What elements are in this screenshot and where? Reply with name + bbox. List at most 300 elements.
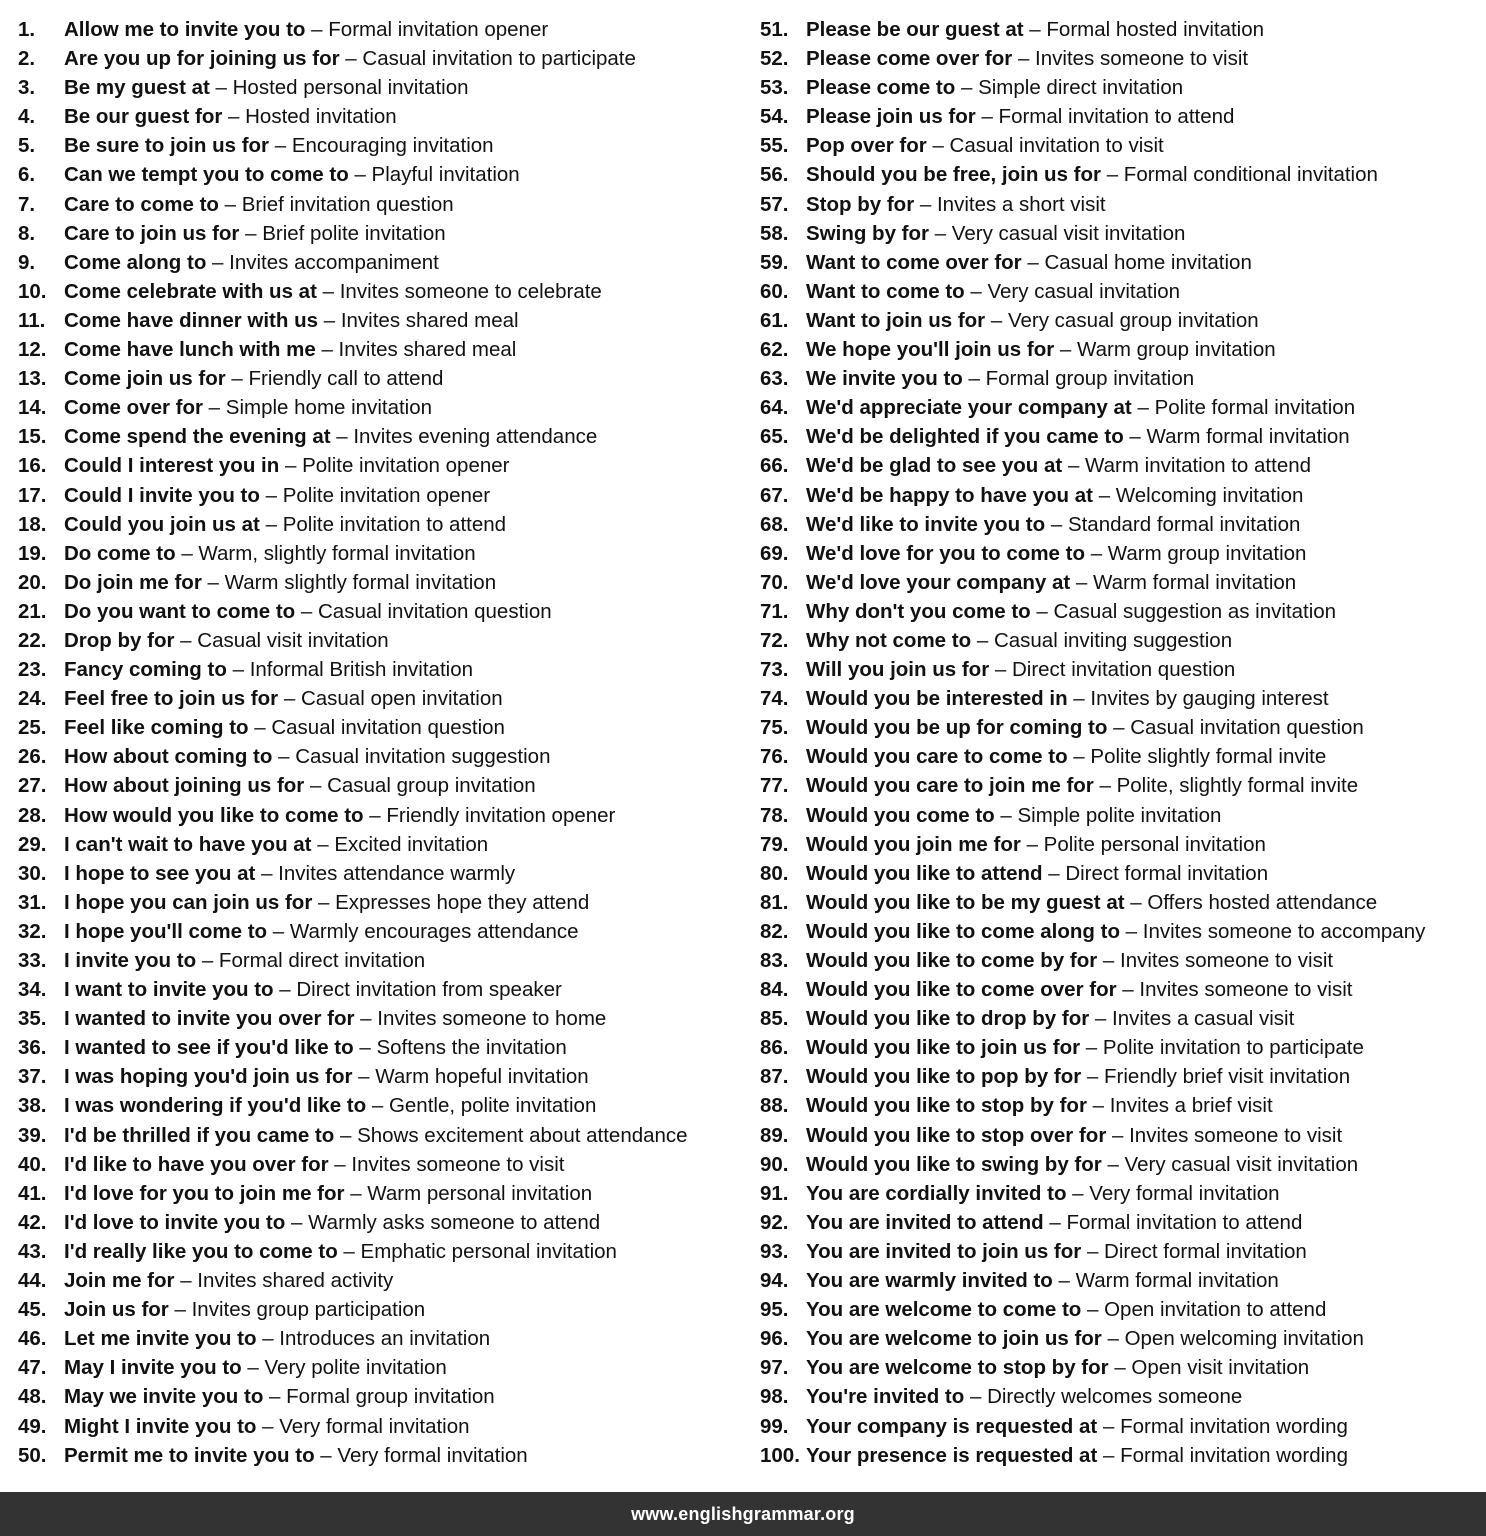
item-description: Warm invitation to attend [1085,454,1312,478]
item-phrase: Come have lunch with me [64,338,316,362]
item-phrase: Do join me for [64,570,202,594]
item-number: 16. [18,454,47,478]
list-item [760,684,1480,713]
item-text [806,568,1296,597]
item-text [806,1412,1348,1441]
item-separator: – [330,425,354,449]
item-number: 67. [760,483,789,507]
item-text [806,830,1266,859]
item-number: 73. [760,658,789,682]
item-text [806,364,1194,393]
item-text [64,771,536,800]
item-number: 100. [760,1443,800,1467]
list-item [18,1266,748,1295]
item-phrase: Be sure to join us for [64,134,270,158]
item-number: 80. [760,861,789,885]
item-text [806,451,1311,480]
item-phrase: We'd be happy to have you at [806,483,1093,507]
item-description: Polite invitation to attend [282,512,507,536]
item-separator: – [1070,570,1094,594]
item-description: Warm formal invitation [1075,1269,1279,1293]
item-text [64,1237,617,1266]
item-phrase: Permit me to invite you to [64,1443,315,1467]
item-number: 85. [760,1007,789,1031]
item-phrase: I hope to see you at [64,861,256,885]
list-item [18,1062,748,1091]
item-description: Brief invitation question [241,192,454,216]
item-description: Casual invitation question [1130,716,1364,740]
item-number: 66. [760,454,789,478]
item-number: 51. [760,18,789,41]
item-description: Informal British invitation [249,658,473,682]
list-item [760,1382,1480,1411]
item-phrase: How would you like to come to [64,803,364,827]
item-number: 10. [18,279,47,303]
item-phrase: Do come to [64,541,176,565]
item-description: Invites someone to visit [1139,978,1353,1002]
item-phrase: How about coming to [64,745,273,769]
list-item [18,975,748,1004]
item-phrase: Would you like to pop by for [806,1065,1082,1089]
list-item [760,917,1480,946]
item-text [806,1062,1350,1091]
item-separator: – [239,221,263,245]
item-number: 87. [760,1065,789,1089]
item-number: 74. [760,687,789,711]
item-description: Warmly asks someone to attend [308,1210,601,1234]
item-number: 52. [760,47,789,71]
item-description: Invites someone to visit [351,1152,565,1176]
list-item [760,539,1480,568]
list-item [760,481,1480,510]
item-separator: – [1101,1152,1125,1176]
item-separator: – [1124,890,1148,914]
list-item [18,1353,748,1382]
item-text [806,801,1221,830]
item-phrase: Would you be up for coming to [806,716,1108,740]
item-text [64,393,432,422]
item-separator: – [964,279,988,303]
item-text [64,1266,393,1295]
item-text [64,1062,589,1091]
item-separator: – [278,687,301,711]
list-item [760,771,1480,800]
item-number: 11. [18,308,46,332]
list-item [760,713,1480,742]
list-item [18,481,748,510]
item-description: Very formal invitation [337,1443,528,1467]
list-item [760,1004,1480,1033]
item-text [806,1237,1307,1266]
item-number: 64. [760,396,789,420]
item-text [806,1382,1242,1411]
item-description: Invites a short visit [936,192,1106,216]
list-item [18,1208,748,1237]
item-number: 4. [18,105,36,129]
item-phrase: You are cordially invited to [806,1181,1067,1205]
item-description: Casual inviting suggestion [993,628,1233,652]
item-phrase: I was hoping you'd join us for [64,1065,353,1089]
item-text [64,510,506,539]
item-separator: – [241,1356,265,1380]
item-number: 86. [760,1036,789,1060]
item-number: 45. [18,1298,47,1322]
item-phrase: Would you like to join us for [806,1036,1081,1060]
item-description: Formal invitation wording [1120,1443,1348,1467]
list-item [18,190,748,219]
list-item [18,15,748,44]
item-number: 71. [760,599,789,623]
list-item [760,15,1480,44]
list-item [760,451,1480,480]
item-phrase: Come along to [64,250,207,274]
item-description: Polite invitation opener [282,483,491,507]
item-text [64,713,505,742]
item-text [64,131,494,160]
item-text [806,160,1378,189]
item-text [806,975,1352,1004]
item-separator: – [259,483,283,507]
item-number: 78. [760,803,789,827]
item-description: Excited invitation [334,832,489,856]
item-phrase: We'd be delighted if you came to [806,425,1124,449]
item-phrase: You are welcome to stop by for [806,1356,1109,1380]
item-text [806,1033,1364,1062]
item-separator: – [1081,1065,1105,1089]
item-separator: – [175,541,199,565]
item-phrase: I'd be thrilled if you came to [64,1123,335,1147]
item-text [64,1091,596,1120]
item-text [64,1412,470,1441]
item-description: Invites someone to home [377,1007,607,1031]
list-item [18,655,748,684]
item-description: Direct formal invitation [1104,1239,1307,1263]
item-description: Open welcoming invitation [1124,1327,1364,1351]
item-separator: – [311,832,335,856]
list-item [18,335,748,364]
item-description: Casual invitation to visit [949,134,1164,158]
item-number: 42. [18,1210,47,1234]
item-description: Casual home invitation [1044,250,1252,274]
list-item [18,568,748,597]
list-item [760,248,1480,277]
list-item [760,975,1480,1004]
item-text [64,742,550,771]
item-phrase: Might I invite you to [64,1414,257,1438]
list-item [18,248,748,277]
item-separator: – [926,134,950,158]
item-separator: – [1081,1239,1105,1263]
item-text [64,626,389,655]
list-item [18,306,748,335]
item-description: Invites someone to visit [1120,949,1334,972]
item-number: 59. [760,250,789,274]
item-phrase: Your presence is requested at [806,1443,1098,1467]
list-item [760,946,1480,975]
item-description: Friendly call to attend [248,367,444,391]
item-description: Simple home invitation [225,396,433,420]
item-number: 76. [760,745,789,769]
list-item [760,1266,1480,1295]
item-separator: – [1101,1327,1125,1351]
list-item [760,190,1480,219]
item-text [64,801,615,830]
footer-bar [0,1492,1486,1536]
item-separator: – [206,250,230,274]
item-text [806,1266,1279,1295]
item-phrase: Would you be interested in [806,687,1068,711]
list-item [18,1324,748,1353]
item-description: Brief polite invitation [262,221,446,245]
item-description: Invites shared meal [340,308,519,332]
item-number: 25. [18,716,47,740]
list-item [18,277,748,306]
item-separator: – [1119,919,1143,943]
item-separator: – [202,396,226,420]
item-number: 43. [18,1239,47,1263]
item-text [64,1033,567,1062]
list-item [760,1295,1480,1324]
item-separator: – [318,308,341,332]
item-separator: – [222,105,246,129]
item-number: 79. [760,832,789,856]
item-description: Formal group invitation [985,367,1195,391]
item-text [64,655,473,684]
item-number: 92. [760,1210,789,1234]
item-text [806,917,1425,946]
list-item [18,393,748,422]
item-number: 13. [18,367,47,391]
item-separator: – [348,163,372,187]
item-description: Simple polite invitation [1017,803,1222,827]
item-text [64,219,446,248]
item-text [806,597,1336,626]
item-text [806,888,1377,917]
item-separator: – [975,105,999,129]
item-separator: – [1116,978,1140,1002]
list-item [18,1033,748,1062]
list-item [760,742,1480,771]
item-description: Welcoming invitation [1115,483,1304,507]
item-description: Invites a casual visit [1112,1007,1295,1031]
item-text [806,1441,1348,1470]
item-description: Simple direct invitation [978,76,1184,100]
item-number: 17. [18,483,47,507]
list-item [760,510,1480,539]
item-description: Friendly brief visit invitation [1104,1065,1351,1089]
item-separator: – [255,861,279,885]
item-separator: – [989,658,1012,682]
item-separator: – [1020,832,1044,856]
item-separator: – [1052,1269,1076,1293]
item-text [806,771,1358,800]
item-description: Polite invitation to participate [1102,1036,1364,1060]
item-phrase: You are warmly invited to [806,1269,1053,1293]
item-text [64,1179,592,1208]
item-text [806,15,1264,44]
item-phrase: Want to come to [806,279,965,303]
item-phrase: Come have dinner with us [64,308,319,332]
item-separator: – [1089,1007,1112,1031]
item-text [806,306,1259,335]
item-separator: – [1086,1094,1110,1118]
item-separator: – [363,803,387,827]
item-text [806,859,1268,888]
item-number: 83. [760,949,789,972]
item-number: 97. [760,1356,789,1380]
item-separator: – [1023,18,1047,41]
item-number: 30. [18,861,47,885]
item-text [806,102,1234,131]
list-item [760,73,1480,102]
item-separator: – [226,658,250,682]
item-separator: – [366,1094,389,1118]
item-phrase: Feel like coming to [64,716,249,740]
item-number: 53. [760,76,789,100]
item-separator: – [1085,541,1108,565]
item-number: 32. [18,919,47,943]
list-item [760,1150,1480,1179]
item-description: Hosted invitation [245,105,397,129]
item-phrase: Swing by for [806,221,929,245]
item-number: 77. [760,774,789,798]
item-phrase: Want to join us for [806,308,986,332]
list-item [760,568,1480,597]
list-item [760,1237,1480,1266]
list-item [18,742,748,771]
item-description: Very formal invitation [1089,1181,1280,1205]
item-description: Formal direct invitation [218,949,426,972]
item-phrase: Would you like to come by for [806,949,1098,972]
item-phrase: Would you care to come to [806,745,1068,769]
item-separator: – [1097,1414,1121,1438]
item-text [806,1121,1342,1150]
item-separator: – [1108,1356,1132,1380]
left-column [18,15,748,1470]
item-description: Open invitation to attend [1104,1298,1327,1322]
item-phrase: Come celebrate with us at [64,279,317,303]
item-phrase: You are invited to attend [806,1210,1044,1234]
footer-website-link[interactable]: www.englishgrammar.org [631,1503,855,1524]
item-number: 57. [760,192,789,216]
item-text [64,1121,688,1150]
item-separator: – [279,454,303,478]
item-separator: – [1097,1443,1121,1467]
item-phrase: I wanted to see if you'd like to [64,1036,354,1060]
list-item [18,1150,748,1179]
list-item [18,713,748,742]
item-text [806,1179,1280,1208]
item-phrase: I hope you'll come to [64,919,268,943]
item-separator: – [1066,1181,1090,1205]
item-number: 95. [760,1298,789,1322]
item-phrase: Come join us for [64,367,226,391]
list-item [18,364,748,393]
item-phrase: I'd love to invite you to [64,1210,286,1234]
item-phrase: Be our guest for [64,105,223,129]
item-number: 15. [18,425,47,449]
item-phrase: Would you like to come along to [806,919,1120,943]
list-item [18,1382,748,1411]
list-item [18,1441,748,1470]
item-separator: – [337,1239,361,1263]
item-description: Invites a brief visit [1109,1094,1273,1118]
item-number: 28. [18,803,47,827]
item-separator: – [1054,338,1078,362]
item-text [806,1091,1273,1120]
item-text [64,44,636,73]
item-number: 98. [760,1385,789,1409]
item-phrase: Please come to [806,76,956,100]
item-description: Formal group invitation [286,1385,495,1409]
item-separator: – [248,716,272,740]
item-text [64,364,443,393]
item-number: 99. [760,1414,789,1438]
list-item [18,422,748,451]
item-description: Warm group invitation [1077,338,1276,362]
list-item [760,364,1480,393]
item-phrase: We'd love for you to come to [806,541,1085,565]
item-description: Polite slightly formal invite [1090,745,1327,769]
item-separator: – [1062,454,1086,478]
item-phrase: Fancy coming to [64,658,227,682]
item-separator: – [354,1007,378,1031]
item-phrase: Want to come over for [806,250,1022,274]
item-description: Playful invitation [371,163,520,187]
item-text [806,277,1180,306]
item-separator: – [218,192,242,216]
item-phrase: I invite you to [64,949,197,972]
item-number: 40. [18,1152,47,1176]
item-description: Very casual invitation [987,279,1181,303]
item-phrase: Stop by for [806,192,915,216]
item-number: 3. [18,76,36,100]
list-item [760,1324,1480,1353]
right-column [760,15,1480,1470]
item-description: Direct invitation from speaker [296,978,562,1002]
item-description: Encouraging invitation [291,134,494,158]
item-separator: – [1043,1210,1067,1234]
item-phrase: I'd like to have you over for [64,1152,329,1176]
item-separator: – [955,76,979,100]
item-separator: – [1106,1123,1130,1147]
item-text [806,44,1248,73]
list-item [760,219,1480,248]
item-phrase: Can we tempt you to come to [64,163,349,187]
item-phrase: Please come over for [806,47,1013,71]
item-text [64,15,548,44]
item-phrase: Let me invite you to [64,1327,257,1351]
item-separator: – [312,890,336,914]
item-text [64,190,454,219]
item-separator: – [225,367,249,391]
item-description: Casual invitation question [271,716,505,740]
item-separator: – [314,1443,338,1467]
item-separator: – [962,367,986,391]
list-item [18,771,748,800]
item-separator: – [256,1327,280,1351]
item-phrase: Allow me to invite you to [64,18,306,41]
item-separator: – [295,599,318,623]
item-phrase: May I invite you to [64,1356,242,1380]
item-text [64,248,439,277]
item-text [64,859,515,888]
item-text [806,248,1252,277]
item-phrase: Could I invite you to [64,483,260,507]
item-phrase: Join me for [64,1269,175,1293]
item-phrase: You are welcome to come to [806,1298,1082,1322]
item-description: Invites accompaniment [229,250,439,274]
